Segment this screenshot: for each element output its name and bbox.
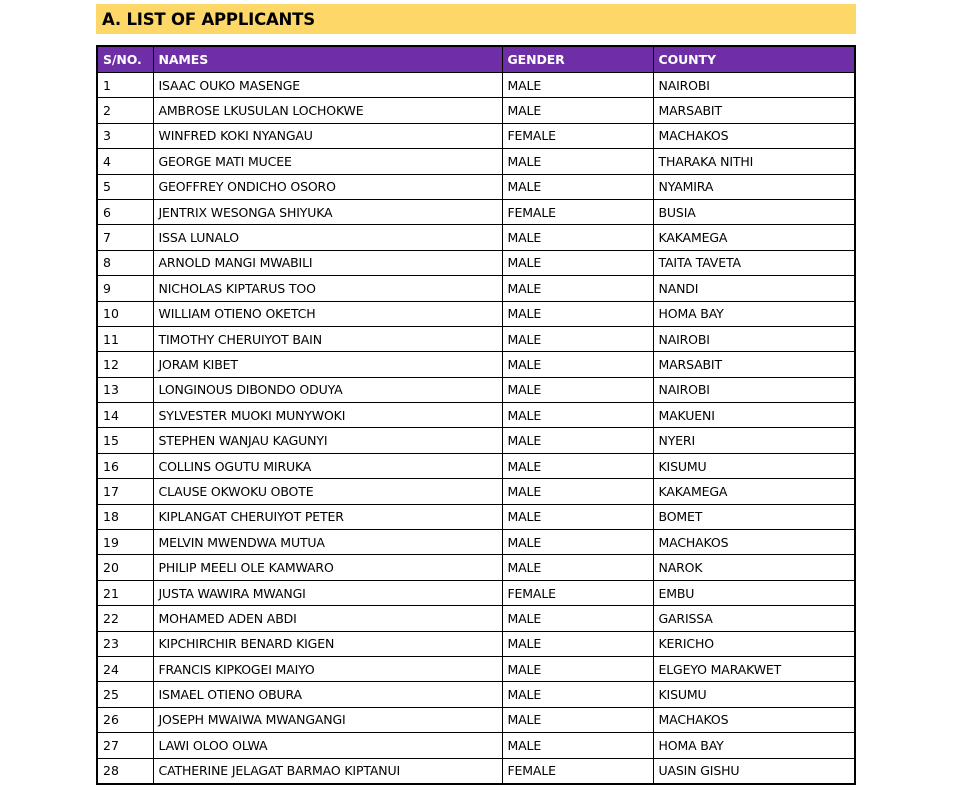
cell-gender: MALE — [502, 73, 653, 98]
cell-name: MOHAMED ADEN ABDI — [153, 606, 502, 631]
cell-name: JENTRIX WESONGA SHIYUKA — [153, 199, 502, 224]
cell-name: GEORGE MATI MUCEE — [153, 149, 502, 174]
table-row — [97, 301, 855, 326]
cell-gender: FEMALE — [502, 580, 653, 605]
cell-name: ISSA LUNALO — [153, 225, 502, 250]
cell-gender: MALE — [502, 225, 653, 250]
cell-gender: FEMALE — [502, 758, 653, 784]
cell-name: COLLINS OGUTU MIRUKA — [153, 453, 502, 478]
cell-name: AMBROSE LKUSULAN LOCHOKWE — [153, 98, 502, 123]
cell-gender: MALE — [502, 606, 653, 631]
table-row — [97, 707, 855, 732]
column-header-sno: S/NO. — [97, 46, 153, 73]
cell-county: HOMA BAY — [653, 733, 855, 758]
cell-county: NYAMIRA — [653, 174, 855, 199]
cell-county: MACHAKOS — [653, 530, 855, 555]
cell-gender: MALE — [502, 174, 653, 199]
table-row — [97, 174, 855, 199]
table-body — [97, 73, 855, 784]
table-row — [97, 758, 855, 784]
table-row — [97, 504, 855, 529]
cell-gender: MALE — [502, 326, 653, 351]
cell-sno: 16 — [97, 453, 153, 478]
table-header-row — [97, 46, 855, 73]
table-row — [97, 250, 855, 275]
cell-sno: 13 — [97, 377, 153, 402]
table-row — [97, 631, 855, 656]
cell-sno: 22 — [97, 606, 153, 631]
cell-name: JOSEPH MWAIWA MWANGANGI — [153, 707, 502, 732]
cell-gender: MALE — [502, 479, 653, 504]
table-row — [97, 606, 855, 631]
cell-sno: 25 — [97, 682, 153, 707]
cell-gender: MALE — [502, 149, 653, 174]
cell-sno: 18 — [97, 504, 153, 529]
cell-name: ISMAEL OTIENO OBURA — [153, 682, 502, 707]
cell-gender: MALE — [502, 276, 653, 301]
cell-sno: 3 — [97, 123, 153, 148]
cell-gender: MALE — [502, 453, 653, 478]
cell-sno: 15 — [97, 428, 153, 453]
cell-county: NANDI — [653, 276, 855, 301]
cell-name: LONGINOUS DIBONDO ODUYA — [153, 377, 502, 402]
cell-name: LAWI OLOO OLWA — [153, 733, 502, 758]
table-row — [97, 199, 855, 224]
cell-county: ELGEYO MARAKWET — [653, 656, 855, 681]
cell-gender: MALE — [502, 504, 653, 529]
cell-county: MARSABIT — [653, 352, 855, 377]
cell-county: THARAKA NITHI — [653, 149, 855, 174]
table-row — [97, 352, 855, 377]
cell-county: HOMA BAY — [653, 301, 855, 326]
cell-sno: 7 — [97, 225, 153, 250]
column-header-names: NAMES — [153, 46, 502, 73]
cell-name: CATHERINE JELAGAT BARMAO KIPTANUI — [153, 758, 502, 784]
cell-gender: MALE — [502, 352, 653, 377]
cell-name: MELVIN MWENDWA MUTUA — [153, 530, 502, 555]
table-row — [97, 377, 855, 402]
cell-sno: 9 — [97, 276, 153, 301]
applicants-table — [96, 45, 856, 785]
cell-county: KISUMU — [653, 682, 855, 707]
cell-county: NAIROBI — [653, 377, 855, 402]
cell-gender: MALE — [502, 98, 653, 123]
table-row — [97, 149, 855, 174]
cell-gender: FEMALE — [502, 123, 653, 148]
cell-gender: FEMALE — [502, 199, 653, 224]
cell-name: ISAAC OUKO MASENGE — [153, 73, 502, 98]
cell-name: KIPLANGAT CHERUIYOT PETER — [153, 504, 502, 529]
cell-name: CLAUSE OKWOKU OBOTE — [153, 479, 502, 504]
table-row — [97, 682, 855, 707]
table-row — [97, 123, 855, 148]
table-row — [97, 98, 855, 123]
section-banner — [96, 4, 856, 34]
cell-sno: 23 — [97, 631, 153, 656]
cell-county: KAKAMEGA — [653, 225, 855, 250]
table-row — [97, 733, 855, 758]
cell-sno: 12 — [97, 352, 153, 377]
cell-sno: 20 — [97, 555, 153, 580]
cell-county: KISUMU — [653, 453, 855, 478]
cell-gender: MALE — [502, 682, 653, 707]
cell-name: FRANCIS KIPKOGEI MAIYO — [153, 656, 502, 681]
cell-sno: 4 — [97, 149, 153, 174]
cell-county: NAIROBI — [653, 73, 855, 98]
cell-name: GEOFFREY ONDICHO OSORO — [153, 174, 502, 199]
cell-county: UASIN GISHU — [653, 758, 855, 784]
cell-sno: 2 — [97, 98, 153, 123]
cell-sno: 28 — [97, 758, 153, 784]
cell-sno: 10 — [97, 301, 153, 326]
cell-sno: 1 — [97, 73, 153, 98]
cell-name: JORAM KIBET — [153, 352, 502, 377]
cell-name: PHILIP MEELI OLE KAMWARO — [153, 555, 502, 580]
cell-county: BUSIA — [653, 199, 855, 224]
cell-county: EMBU — [653, 580, 855, 605]
column-header-county: COUNTY — [653, 46, 855, 73]
cell-name: KIPCHIRCHIR BENARD KIGEN — [153, 631, 502, 656]
cell-gender: MALE — [502, 733, 653, 758]
table-row — [97, 453, 855, 478]
cell-gender: MALE — [502, 656, 653, 681]
cell-county: MAKUENI — [653, 403, 855, 428]
cell-gender: MALE — [502, 301, 653, 326]
cell-sno: 27 — [97, 733, 153, 758]
cell-county: BOMET — [653, 504, 855, 529]
cell-gender: MALE — [502, 250, 653, 275]
cell-gender: MALE — [502, 428, 653, 453]
table-row — [97, 326, 855, 351]
cell-name: WINFRED KOKI NYANGAU — [153, 123, 502, 148]
table-row — [97, 73, 855, 98]
cell-county: MACHAKOS — [653, 123, 855, 148]
table-row — [97, 530, 855, 555]
cell-gender: MALE — [502, 403, 653, 428]
cell-name: JUSTA WAWIRA MWANGI — [153, 580, 502, 605]
table-row — [97, 656, 855, 681]
cell-gender: MALE — [502, 377, 653, 402]
cell-gender: MALE — [502, 555, 653, 580]
table-row — [97, 276, 855, 301]
table-row — [97, 428, 855, 453]
cell-sno: 14 — [97, 403, 153, 428]
cell-sno: 5 — [97, 174, 153, 199]
table-row — [97, 580, 855, 605]
table-header — [97, 46, 855, 73]
cell-name: SYLVESTER MUOKI MUNYWOKI — [153, 403, 502, 428]
cell-sno: 6 — [97, 199, 153, 224]
cell-sno: 21 — [97, 580, 153, 605]
page-title: A. LIST OF APPLICANTS — [102, 9, 315, 29]
cell-county: MACHAKOS — [653, 707, 855, 732]
cell-name: ARNOLD MANGI MWABILI — [153, 250, 502, 275]
table-row — [97, 225, 855, 250]
cell-name: TIMOTHY CHERUIYOT BAIN — [153, 326, 502, 351]
table-row — [97, 479, 855, 504]
table-row — [97, 403, 855, 428]
cell-county: NAROK — [653, 555, 855, 580]
cell-county: NYERI — [653, 428, 855, 453]
cell-name: WILLIAM OTIENO OKETCH — [153, 301, 502, 326]
cell-sno: 11 — [97, 326, 153, 351]
cell-name: NICHOLAS KIPTARUS TOO — [153, 276, 502, 301]
cell-sno: 8 — [97, 250, 153, 275]
cell-sno: 19 — [97, 530, 153, 555]
cell-county: KERICHO — [653, 631, 855, 656]
cell-sno: 24 — [97, 656, 153, 681]
cell-county: GARISSA — [653, 606, 855, 631]
cell-county: MARSABIT — [653, 98, 855, 123]
column-header-gender: GENDER — [502, 46, 653, 73]
cell-gender: MALE — [502, 530, 653, 555]
cell-sno: 26 — [97, 707, 153, 732]
cell-gender: MALE — [502, 631, 653, 656]
cell-county: NAIROBI — [653, 326, 855, 351]
cell-sno: 17 — [97, 479, 153, 504]
cell-county: TAITA TAVETA — [653, 250, 855, 275]
cell-gender: MALE — [502, 707, 653, 732]
applicants-table-container — [96, 45, 854, 785]
table-row — [97, 555, 855, 580]
cell-name: STEPHEN WANJAU KAGUNYI — [153, 428, 502, 453]
cell-county: KAKAMEGA — [653, 479, 855, 504]
